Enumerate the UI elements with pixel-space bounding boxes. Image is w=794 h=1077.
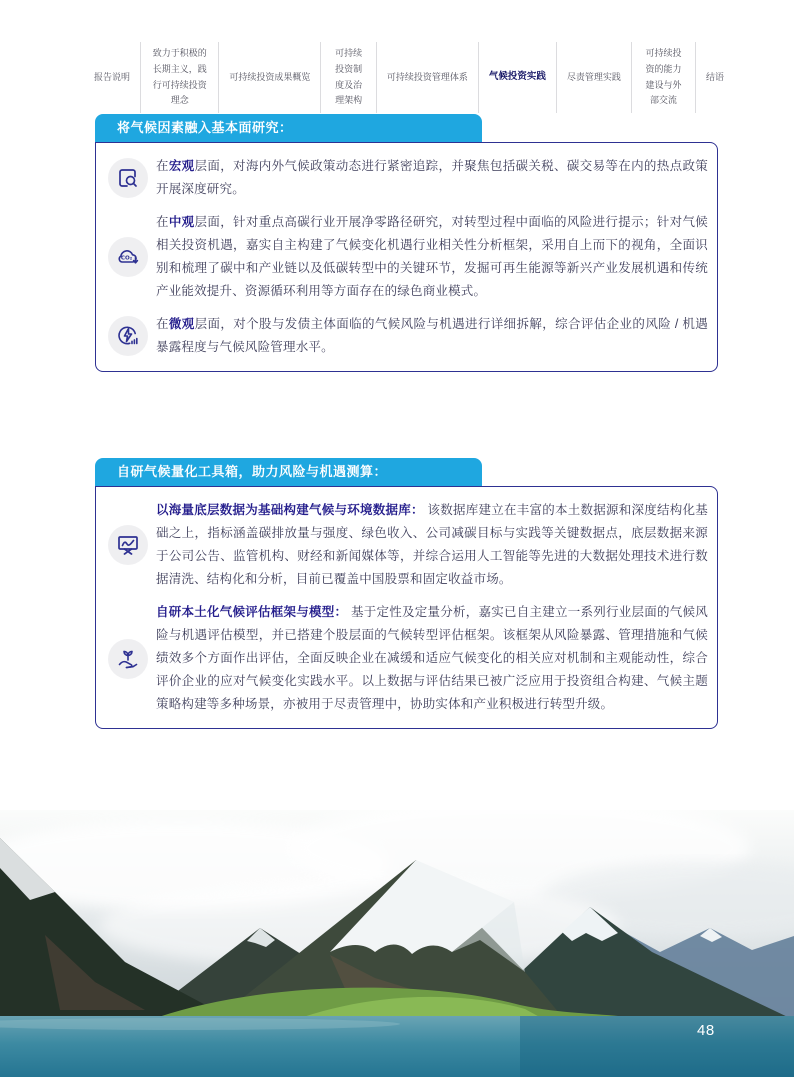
section-header-climate-toolbox: 自研气候量化工具箱，助力风险与机遇测算： (95, 458, 482, 486)
co2-cloud-icon (108, 237, 148, 277)
model-paragraph: 自研本土化气候评估框架与模型： 基于定性及定量分析，嘉实已自主建立一系列行业层面的气候风险与机遇评估模型，并已搭建个股层面的气候转型评估框架。该框架从风险暴露、管理措施和气候绩效多个方面作出评估，全面反映企业在减缓和适应气候变化的相关应对机制和主观能动性，综合评价企业的应对气候变化实践水平。以上数据与评估结果已被广泛应用于投资组合构建、气候主题策略构建等多种场景，亦被用于尽责管理中，协助实体和产业积极进行转型升级。 (156, 605, 708, 711)
top-navigation (84, 42, 734, 113)
section-header-fundamental-research: 将气候因素融入基本面研究： (95, 114, 482, 142)
nav-item-results-overview[interactable]: 可持续投资成果概览 (218, 42, 320, 113)
page-number: 48 (697, 1022, 715, 1039)
chart-presentation-icon (108, 525, 148, 565)
nav-item-long-termism[interactable]: 致力于积极的长期主义，践行可持续投资理念 (140, 42, 218, 113)
nav-item-climate-investment-active[interactable]: 气候投资实践 (478, 42, 556, 113)
hand-plant-icon (108, 639, 148, 679)
model-row (108, 601, 714, 716)
nav-item-governance[interactable]: 可持续投资制度及治理架构 (320, 42, 375, 113)
macro-row (108, 155, 714, 201)
micro-row (108, 313, 714, 359)
macro-paragraph: 在宏观层面，对海内外气候政策动态进行紧密追踪，并聚焦包括碳关税、碳交易等在内的热点政策开展深度研究。 (156, 159, 708, 196)
mountain-lake-photo (0, 810, 794, 1077)
document-search-icon (108, 158, 148, 198)
nav-item-capacity-building[interactable]: 可持续投资的能力建设与外部交流 (631, 42, 695, 113)
nav-item-management-system[interactable]: 可持续投资管理体系 (376, 42, 478, 113)
meso-paragraph: 在中观层面，针对重点高碳行业开展净零路径研究，对转型过程中面临的风险进行提示；针对气候相关投资机遇，嘉实自主构建了气候变化机遇行业相关性分析框架，采用自上而下的视角，全面识别和梳理了碳中和产业链以及低碳转型中的关键环节，发掘可再生能源等新兴产业发展机遇和传统产业能效提升、资源循环利用等方面存在的绿色商业模式。 (156, 215, 708, 298)
meso-row (108, 211, 714, 303)
nav-item-stewardship[interactable]: 尽责管理实践 (556, 42, 631, 113)
section-box-climate-toolbox (95, 486, 718, 729)
nav-item-report-notes[interactable]: 报告说明 (94, 71, 131, 82)
nav-item-conclusion[interactable]: 结语 (695, 42, 734, 113)
svg-text:CO₂: CO₂ (120, 255, 133, 262)
energy-meter-icon (108, 316, 148, 356)
database-row (108, 499, 714, 591)
micro-paragraph: 在微观层面，对个股与发债主体面临的气候风险与机遇进行详细拆解，综合评估企业的风险 / 机遇暴露程度与气候风险管理水平。 (156, 317, 709, 354)
section-box-fundamental-research (95, 142, 718, 372)
database-paragraph: 以海量底层数据为基础构建气候与环境数据库： 该数据库建立在丰富的本土数据源和深度结构化基础之上，指标涵盖碳排放量与强度、绿色收入、公司减碳目标与实践等关键数据点，底层数据来源于公司公告、监管机构、财经和新闻媒体等，并综合运用人工智能等先进的大数据处理技术进行数据清洗、结构化和分析，目前已覆盖中国股票和固定收益市场。 (156, 503, 708, 586)
